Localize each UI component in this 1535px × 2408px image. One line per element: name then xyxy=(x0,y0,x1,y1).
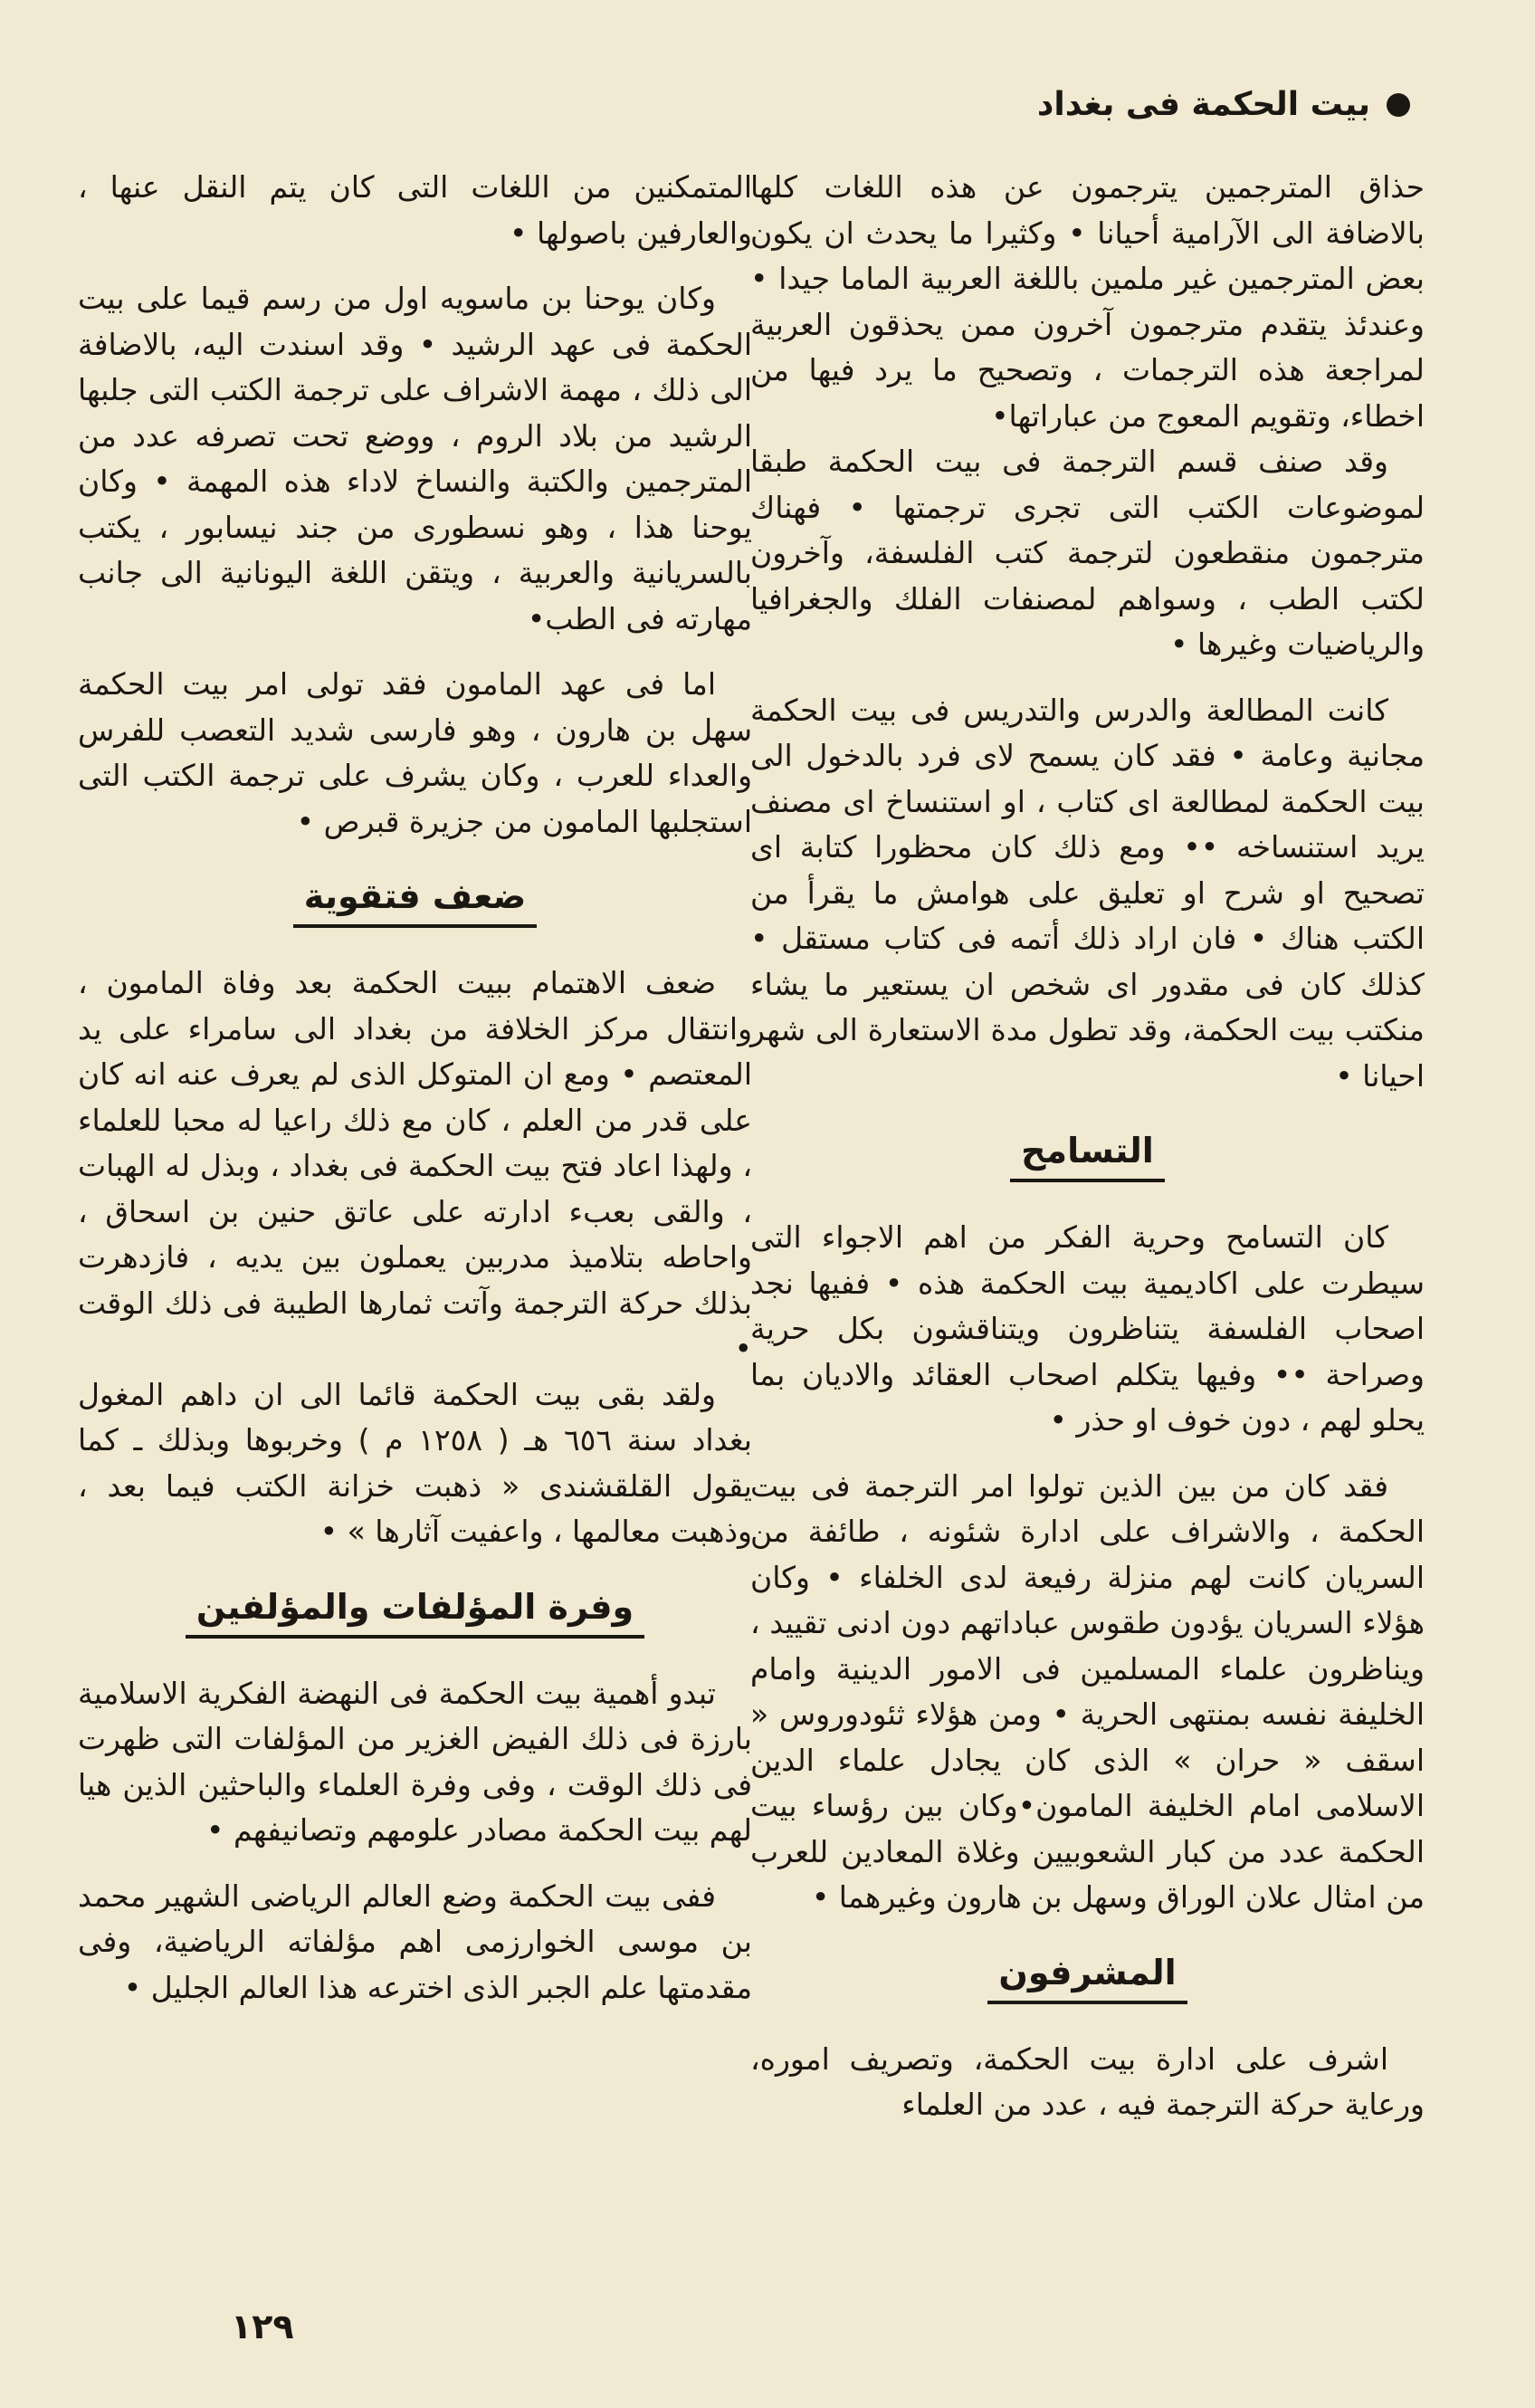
paragraph: اشرف على ادارة بيت الحكمة، وتصريف اموره، ورعاية حركة الترجمة فيه ، عدد من العلماء xyxy=(750,2040,1425,2122)
paragraph: المتمكنين من اللغات التى كان يتم النقل عنها ، والعارفين باصولها • xyxy=(78,169,752,251)
section-heading-tolerance: التسامح xyxy=(750,1128,1425,1182)
paragraph: تبدو أهمية بيت الحكمة فى النهضة الفكرية الاسلامية بارزة فى ذلك الفيض الغزير من المؤلفات التى ظهرت فى ذلك الوقت ، وفى وفرة العلماء والباحثين الذين هيا لهم بيت الحكمة مصادر علومهم وتصانيفهم • xyxy=(78,1675,752,1848)
running-head xyxy=(1036,86,1410,123)
paragraph: كان التسامح وحرية الفكر من اهم الاجواء التى سيطرت على اكاديمية بيت الحكمة هذه • ففيها نجد اصحاب الفلسفة يتناظرون ويتناقشون بكل حرية وصراحة •• وفيها يتكلم اصحاب العقائد والاديان بما يحلو لهم ، دون خوف او حذر • xyxy=(750,1219,1425,1438)
paragraph: ولقد بقى بيت الحكمة قائما الى ان داهم المغول بغداد سنة ٦٥٦ هـ ( ١٢٥٨ م ) وخربوها وبذلك ـ كما يقول القلقشندى « ذهبت خزانة الكتب فيما بعد ، وذهبت معالمها ، واعفيت آثارها » • xyxy=(78,1376,752,1549)
running-head-title: بيت الحكمة فى بغداد xyxy=(1036,86,1370,123)
section-heading-weakness: ضعف فتقوية xyxy=(78,874,752,928)
paragraph: ضعف الاهتمام ببيت الحكمة بعد وفاة المامون ، وانتقال مركز الخلافة من بغداد الى سامراء على يد المعتصم • ومع ان المتوكل الذى لم يعرف عنه انه كان على قدر من العلم ، كان مع ذلك راعيا له محبا للعلماء ، ولهذا اعاد فتح بيت الحكمة فى بغداد ، وبذل له الهبات ، والقى بعبء ادارته على عاتق حنين بن اسحاق ، واحاطه بتلاميذ مدربين يعملون بين يديه ، فازدهرت بذلك حركة الترجمة وآتت ثمارها الطيبة فى ذلك الوقت • xyxy=(78,965,752,1366)
paragraph: اما فى عهد المامون فقد تولى امر بيت الحكمة سهل بن هارون ، وهو فارسى شديد التعصب للفرس والعداء للعرب ، وكان يشرف على ترجمة الكتب التى استجلبها المامون من جزيرة قبرص • xyxy=(78,666,752,839)
paragraph: كانت المطالعة والدرس والتدريس فى بيت الحكمة مجانية وعامة • فقد كان يسمح لاى فرد بالدخول الى بيت الحكمة لمطالعة اى كتاب ، او استنساخ اى مصنف يريد استنساخه •• ومع ذلك كان محظورا كتابة اى تصحيح او شرح او تعليق على هوامش ما يقرأ من الكتب هناك • فان اراد ذلك أتمه فى كتاب مستقل • كذلك كان فى مقدور اى شخص ان يستعير ما يشاء منكتب بيت الحكمة، وقد تطول مدة الاستعارة الى شهر احيانا • xyxy=(750,692,1425,1094)
paragraph: وكان يوحنا بن ماسويه اول من رسم قيما على بيت الحكمة فى عهد الرشيد • وقد اسندت اليه، بالاضافة الى ذلك ، مهمة الاشراف على ترجمة الكتب التى جلبها الرشيد من بلاد الروم ، ووضع تحت تصرفه عدد من المترجمين والكتبة والنساخ لاداء هذه المهمة • وكان يوحنا هذا ، وهو نسطورى من جند نيسابور ، يكتب بالسريانية والعربية ، ويتقن اللغة اليونانية الى جانب مهارته فى الطب• xyxy=(78,281,752,636)
section-heading-authors: وفرة المؤلفات والمؤلفين xyxy=(78,1584,752,1639)
paragraph: حذاق المترجمين يترجمون عن هذه اللغات كلها بالاضافة الى الآرامية أحيانا • وكثيرا ما يحدث ان يكون بعض المترجمين غير ملمين باللغة العربية الماما جيدا • وعندئذ يتقدم مترجمون آخرون ممن يحذقون العربية لمراجعة هذه الترجمات ، وتصحيح ما يرد فيها من اخطاء، وتقويم المعوج من عباراتها• xyxy=(750,169,1425,434)
right-column xyxy=(750,165,1425,2128)
section-heading-supervisors: المشرفون xyxy=(750,1950,1425,2004)
paragraph: فقد كان من بين الذين تولوا امر الترجمة فى بيت الحكمة ، والاشراف على ادارة شئونه ، طائفة من السريان كانت لهم منزلة رفيعة لدى الخلفاء • وكان هؤلاء السريان يؤدون طقوس عباداتهم دون ادنى تقييد ، ويناظرون علماء المسلمين فى الامور الدينية وامام الخليفة نفسه بمنتهى الحرية • ومن هؤلاء ثئودوروس « اسقف « حران » الذى كان يجادل علماء الدين الاسلامى امام الخليفة المامون•وكان بين رؤساء بيت الحكمة عدد من كبار الشعوبيين وغلاة المعادين للعرب من امثال علان الوراق وسهل بن هارون وغيرهما • xyxy=(750,1467,1425,1915)
page-number: ١٢٩ xyxy=(231,2307,294,2346)
bullet-dot-icon xyxy=(1387,93,1410,117)
paragraph: ففى بيت الحكمة وضع العالم الرياضى الشهير محمد بن موسى الخوارزمى اهم مؤلفاته الرياضية، وفى مقدمتها علم الجبر الذى اخترعه هذا العالم الجليل • xyxy=(78,1878,752,2005)
left-column xyxy=(78,165,752,2011)
paragraph: وقد صنف قسم الترجمة فى بيت الحكمة طبقا لموضوعات الكتب التى تجرى ترجمتها • فهناك مترجمون منقطعون لترجمة كتب الفلسفة، وآخرون لكتب الطب ، وسواهم لمصنفات الفلك والجغرافيا والرياضيات وغيرها • xyxy=(750,444,1425,662)
